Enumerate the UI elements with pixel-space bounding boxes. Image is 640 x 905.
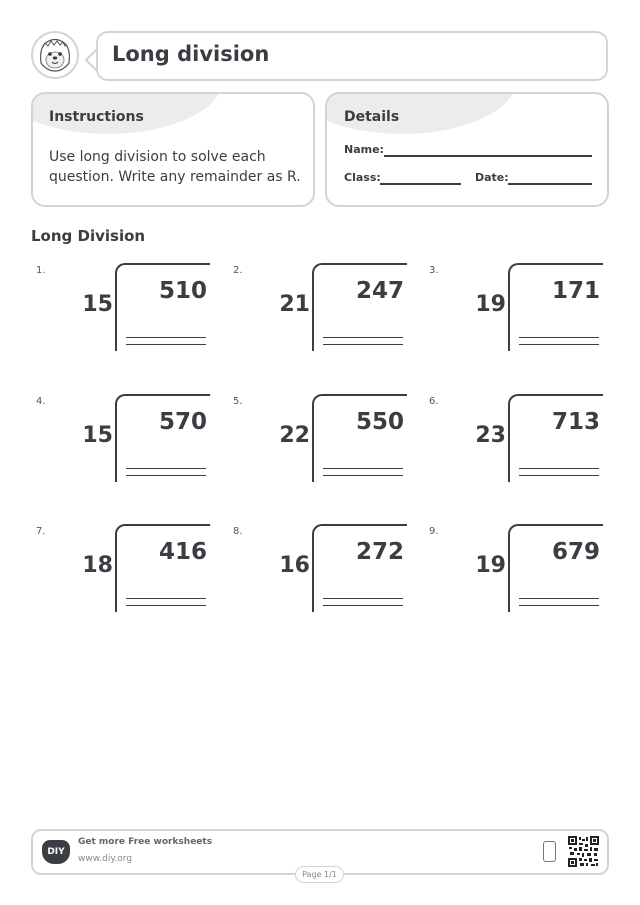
instructions-heading: Instructions <box>49 109 144 125</box>
date-label: Date: <box>475 171 509 184</box>
dividend: 550 <box>355 409 404 435</box>
mascot-icon <box>33 33 77 77</box>
divisor: 21 <box>279 292 310 317</box>
answer-line[interactable] <box>519 598 599 599</box>
mascot-avatar <box>31 31 79 79</box>
answer-line[interactable] <box>126 475 206 476</box>
divisor: 16 <box>279 553 310 578</box>
dividend: 416 <box>158 539 207 565</box>
dividend: 679 <box>551 539 600 565</box>
dividend: 570 <box>158 409 207 435</box>
problem-number: 7. <box>36 526 46 537</box>
dividend: 510 <box>158 278 207 304</box>
details-card <box>325 92 609 207</box>
dividend: 171 <box>551 278 600 304</box>
problem-number: 2. <box>233 265 243 276</box>
problem-number: 5. <box>233 396 243 407</box>
answer-line[interactable] <box>323 468 403 469</box>
class-label: Class: <box>344 171 381 184</box>
instructions-text: Use long division to solve each question. Write any remainder as R. <box>49 149 301 185</box>
footer-url[interactable]: www.diy.org <box>78 854 132 864</box>
divisor: 15 <box>82 292 113 317</box>
section-title: Long Division <box>31 227 146 245</box>
answer-line[interactable] <box>126 344 206 345</box>
dividend: 247 <box>355 278 404 304</box>
details-heading: Details <box>344 109 400 125</box>
divisor: 19 <box>475 292 506 317</box>
divisor: 23 <box>475 423 506 448</box>
answer-line[interactable] <box>323 475 403 476</box>
phone-icon <box>543 841 556 862</box>
answer-line[interactable] <box>519 468 599 469</box>
answer-line[interactable] <box>126 468 206 469</box>
name-label: Name: <box>344 143 384 156</box>
problem-number: 4. <box>36 396 46 407</box>
answer-line[interactable] <box>323 598 403 599</box>
class-field[interactable] <box>380 183 461 185</box>
answer-line[interactable] <box>323 605 403 606</box>
divisor: 19 <box>475 553 506 578</box>
dividend: 272 <box>355 539 404 565</box>
divisor: 22 <box>279 423 310 448</box>
answer-line[interactable] <box>323 337 403 338</box>
answer-line[interactable] <box>126 605 206 606</box>
answer-line[interactable] <box>323 344 403 345</box>
problem-number: 3. <box>429 265 439 276</box>
dividend: 713 <box>551 409 600 435</box>
divisor: 18 <box>82 553 113 578</box>
name-field[interactable] <box>384 155 592 157</box>
date-field[interactable] <box>508 183 592 185</box>
page-number: Page 1/1 <box>295 866 344 883</box>
answer-line[interactable] <box>519 337 599 338</box>
problem-number: 8. <box>233 526 243 537</box>
answer-line[interactable] <box>519 475 599 476</box>
answer-line[interactable] <box>519 344 599 345</box>
problem-number: 9. <box>429 526 439 537</box>
page-title: Long division <box>112 42 270 66</box>
instructions-card <box>31 92 315 207</box>
qr-code-icon[interactable] <box>568 836 599 867</box>
answer-line[interactable] <box>519 605 599 606</box>
problem-number: 6. <box>429 396 439 407</box>
diy-logo: DIY <box>42 840 70 864</box>
answer-line[interactable] <box>126 598 206 599</box>
answer-line[interactable] <box>126 337 206 338</box>
problem-number: 1. <box>36 265 46 276</box>
footer-promo: Get more Free worksheets <box>78 837 213 847</box>
divisor: 15 <box>82 423 113 448</box>
